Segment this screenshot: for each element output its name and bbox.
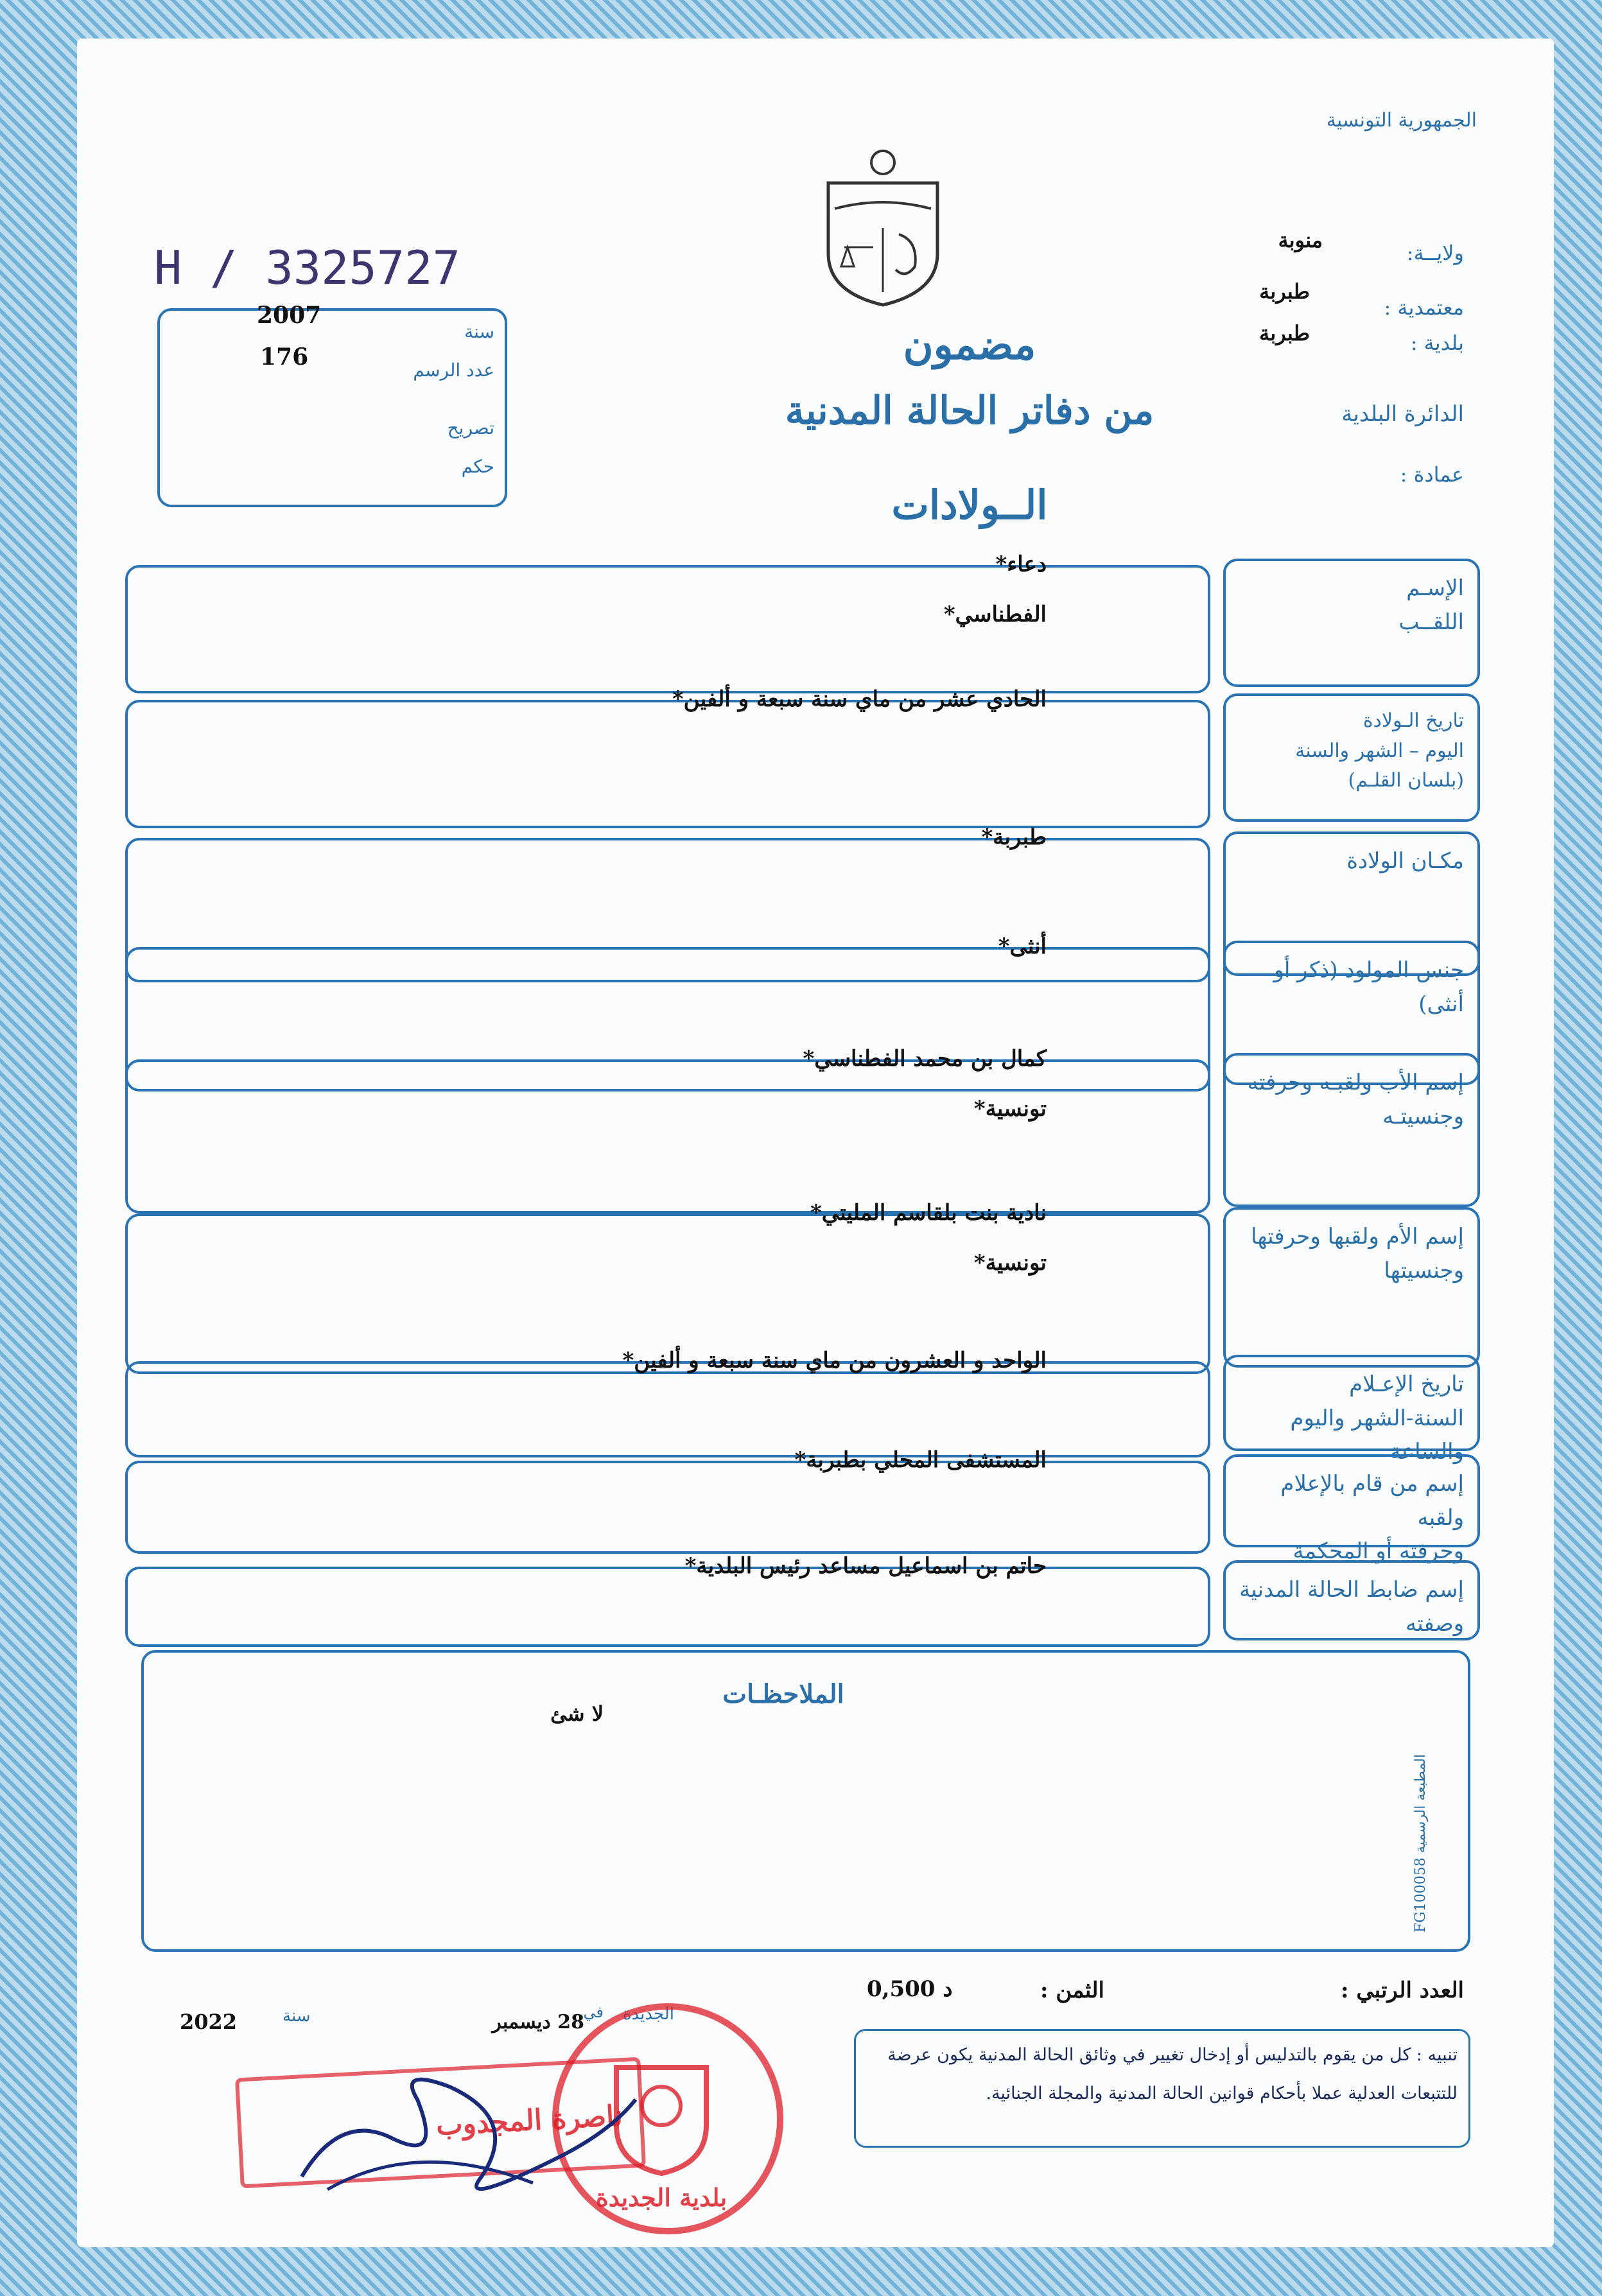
field-value xyxy=(270,1435,1047,1485)
field-value-line: تونسية* xyxy=(973,1096,1047,1122)
field-label-line: إسم ضابط الحالة المدنية xyxy=(1239,1577,1464,1603)
field-value xyxy=(270,812,1047,862)
field-value-line: المستشفى المحلي بطبربة* xyxy=(794,1447,1047,1473)
warning-line-2: للتتبعات العدلية عملا بأحكام قوانين الحالة المدنية والمجلة الجنائية. xyxy=(986,2083,1458,2103)
field-label xyxy=(1236,571,1464,639)
field-value xyxy=(270,1034,1047,1134)
notes-title: الملاحظـات xyxy=(722,1679,844,1709)
footer-year-label: سنة xyxy=(283,2006,311,2026)
field-label-line: جنس المولود (ذكر أو أنثى) xyxy=(1273,957,1464,1017)
signature-icon xyxy=(289,2061,649,2209)
serial-label: العدد الرتبي : xyxy=(1340,1978,1464,2003)
field-label-line: إسم الأم ولقبها وحرفتها xyxy=(1251,1224,1464,1249)
circle-label: الدائرة البلدية xyxy=(1341,401,1464,427)
delegation-value: طبربة xyxy=(1259,279,1310,304)
field-label xyxy=(1236,706,1464,796)
document-title: مضمون xyxy=(903,321,1036,369)
stamp-municipality: بلدية الجديدة xyxy=(595,2183,727,2212)
registry-year-value: 2007 xyxy=(257,302,322,329)
document-subtitle: من دفاتر الحالة المدنية xyxy=(785,388,1154,433)
omda-label: عمادة : xyxy=(1400,462,1464,487)
serial-number: H / 3325727 xyxy=(154,241,460,295)
field-value xyxy=(270,1188,1047,1288)
registry-number-label: عدد الرسم xyxy=(413,360,494,381)
coat-of-arms-icon xyxy=(809,144,957,311)
footer-year-value: 2022 xyxy=(180,2010,238,2034)
field-label-line: إسم الأب ولقبـه وحرفته xyxy=(1247,1070,1464,1095)
field-label-line: (بلسان القلـم) xyxy=(1348,769,1464,792)
footer-date-value: 28 ديسمبر xyxy=(492,2011,584,2033)
field-value-line: الفطناسي* xyxy=(943,602,1047,628)
field-value-line: حاتم بن اسماعيل مساعد رئيس البلدية* xyxy=(684,1553,1047,1579)
notes-value: لا شئ xyxy=(550,1701,604,1726)
field-label-line: وحرفته أو المحكمة xyxy=(1293,1538,1464,1565)
printer-mark: المطبعة الرسمية FG100058 xyxy=(1413,1754,1429,1933)
price-label: الثمن : xyxy=(1040,1978,1104,2003)
field-label-line: وصفته xyxy=(1406,1610,1464,1637)
field-value xyxy=(270,1335,1047,1386)
field-label-line: وجنسيتـه xyxy=(1382,1103,1464,1129)
section-title: الــولادات xyxy=(891,482,1048,528)
field-label-line: مكـان الولادة xyxy=(1346,848,1464,874)
field-label-line: وجنسيتها xyxy=(1384,1257,1464,1283)
registry-judgment-label: حكم xyxy=(461,456,494,477)
municipality-value: طبربة xyxy=(1259,321,1310,345)
field-value-line: الحادي عشر من ماي سنة سبعة و ألفين* xyxy=(672,686,1047,712)
field-label xyxy=(1236,1467,1464,1569)
warning-line-1: تنبيه : كل من يقوم بالتدليس أو إدخال تغيير في وثائق الحالة المدنية يكون عرضة xyxy=(887,2045,1458,2065)
field-label xyxy=(1236,953,1464,1021)
field-value-line: طبربة* xyxy=(981,824,1047,850)
field-value-line: دعاء* xyxy=(995,552,1047,577)
field-value xyxy=(270,674,1047,724)
field-value-line: كمال بن محمد الفطناسي* xyxy=(803,1046,1047,1072)
field-label-line: الإسـم xyxy=(1406,575,1464,601)
field-value-line: تونسية* xyxy=(973,1250,1047,1276)
field-value xyxy=(270,1541,1047,1591)
stamp-official-name: ناصرة المجدوب xyxy=(435,2099,623,2143)
field-label xyxy=(1236,1220,1464,1287)
field-label xyxy=(1236,1573,1464,1640)
registry-year-label: سنة xyxy=(464,321,494,342)
field-label-line: السنة-الشهر واليوم والساعة xyxy=(1290,1405,1464,1465)
field-value-line: الواحد و العشرون من ماي سنة سبعة و ألفين* xyxy=(622,1348,1047,1373)
field-label-line: اللقــب xyxy=(1398,609,1464,635)
footer-date-prefix: في xyxy=(583,2003,604,2021)
field-label xyxy=(1236,844,1464,878)
field-label-line: تاريخ الـولادة xyxy=(1363,709,1464,732)
field-value-line: أنثى* xyxy=(998,934,1047,959)
republic-label: الجمهورية التونسية xyxy=(1326,109,1477,132)
field-label-line: تاريخ الإعـلام xyxy=(1349,1371,1464,1397)
governorate-label: ولايــة: xyxy=(1406,241,1464,265)
municipality-label: بلدية : xyxy=(1410,331,1464,355)
registry-number-value: 176 xyxy=(260,344,309,370)
field-value xyxy=(270,921,1047,971)
document-body xyxy=(77,39,1554,2247)
field-label-line: إسم من قام بالإعلام ولقبه xyxy=(1280,1471,1464,1531)
field-value-line: نادية بنت بلقاسم المليتي* xyxy=(810,1200,1047,1226)
field-label-line: اليوم – الشهر والسنة xyxy=(1295,739,1464,762)
field-label xyxy=(1236,1066,1464,1133)
governorate-value: منوبة xyxy=(1278,228,1323,252)
delegation-label: معتمدية : xyxy=(1384,295,1464,320)
footer-place: الجديدة xyxy=(622,2005,674,2024)
registry-declaration-label: تصريح xyxy=(447,417,494,439)
field-value xyxy=(270,539,1047,639)
price-value: 0,500 د xyxy=(867,1976,953,2002)
